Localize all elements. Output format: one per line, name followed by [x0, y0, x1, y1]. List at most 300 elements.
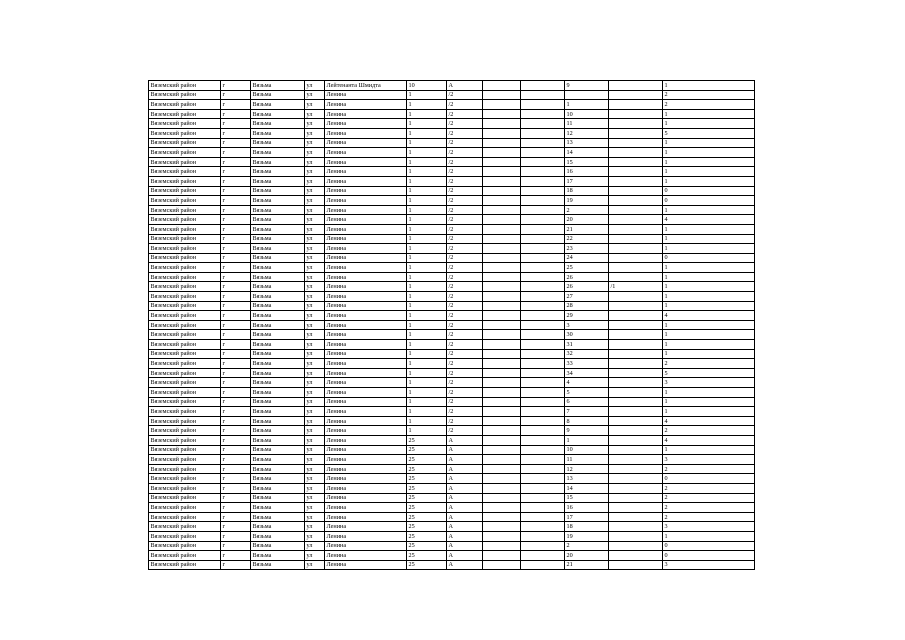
locality-type-cell: г [221, 340, 251, 350]
apartment-suffix-cell [609, 244, 663, 254]
apartment-suffix-cell [609, 474, 663, 484]
street-cell: Ленина [325, 397, 407, 407]
apartment-suffix-cell [609, 81, 663, 91]
count-cell: 1 [663, 176, 755, 186]
street-type-cell: ул [305, 340, 325, 350]
house-number-cell: 1 [407, 215, 447, 225]
apartment-cell: 11 [565, 455, 609, 465]
structure-cell [521, 215, 565, 225]
apartment-suffix-cell [609, 119, 663, 129]
house-number-cell: 1 [407, 157, 447, 167]
street-cell: Лейтенанта Шмидта [325, 81, 407, 91]
apartment-cell: 11 [565, 119, 609, 129]
apartment-suffix-cell [609, 551, 663, 561]
street-type-cell: ул [305, 148, 325, 158]
district-cell: Вяземский район [149, 359, 221, 369]
house-suffix-cell: /2 [447, 100, 483, 110]
apartment-cell: 22 [565, 234, 609, 244]
apartment-cell: 14 [565, 483, 609, 493]
locality-cell: Вязьма [251, 483, 305, 493]
count-cell: 1 [663, 224, 755, 234]
house-number-cell: 1 [407, 253, 447, 263]
street-type-cell: ул [305, 512, 325, 522]
house-suffix-cell: /2 [447, 90, 483, 100]
street-type-cell: ул [305, 215, 325, 225]
locality-cell: Вязьма [251, 435, 305, 445]
house-suffix-cell: /2 [447, 340, 483, 350]
district-cell: Вяземский район [149, 157, 221, 167]
building-cell [483, 311, 521, 321]
street-type-cell: ул [305, 167, 325, 177]
house-suffix-cell: /2 [447, 186, 483, 196]
table-row [149, 359, 755, 369]
locality-type-cell: г [221, 416, 251, 426]
table-row [149, 253, 755, 263]
building-cell [483, 397, 521, 407]
structure-cell [521, 186, 565, 196]
house-suffix-cell: /2 [447, 292, 483, 302]
structure-cell [521, 560, 565, 570]
apartment-cell: 16 [565, 503, 609, 513]
locality-cell: Вязьма [251, 368, 305, 378]
structure-cell [521, 551, 565, 561]
structure-cell [521, 272, 565, 282]
locality-cell: Вязьма [251, 196, 305, 206]
apartment-cell: 25 [565, 263, 609, 273]
street-type-cell: ул [305, 445, 325, 455]
table-row [149, 340, 755, 350]
count-cell: 5 [663, 368, 755, 378]
street-cell: Ленина [325, 416, 407, 426]
street-type-cell: ул [305, 128, 325, 138]
district-cell: Вяземский район [149, 522, 221, 532]
district-cell: Вяземский район [149, 368, 221, 378]
house-suffix-cell: /2 [447, 368, 483, 378]
house-number-cell: 1 [407, 128, 447, 138]
apartment-cell: 16 [565, 167, 609, 177]
district-cell: Вяземский район [149, 378, 221, 388]
building-cell [483, 215, 521, 225]
locality-cell: Вязьма [251, 205, 305, 215]
house-number-cell: 1 [407, 167, 447, 177]
apartment-suffix-cell [609, 435, 663, 445]
building-cell [483, 320, 521, 330]
apartment-suffix-cell [609, 541, 663, 551]
street-cell: Ленина [325, 100, 407, 110]
locality-type-cell: г [221, 522, 251, 532]
street-cell: Ленина [325, 435, 407, 445]
street-type-cell: ул [305, 541, 325, 551]
apartment-cell: 26 [565, 282, 609, 292]
table-row [149, 541, 755, 551]
house-suffix-cell: /2 [447, 311, 483, 321]
district-cell: Вяземский район [149, 81, 221, 91]
count-cell: 1 [663, 320, 755, 330]
building-cell [483, 167, 521, 177]
table-row [149, 531, 755, 541]
locality-cell: Вязьма [251, 234, 305, 244]
house-suffix-cell: А [447, 541, 483, 551]
house-number-cell: 25 [407, 541, 447, 551]
street-type-cell: ул [305, 119, 325, 129]
district-cell: Вяземский район [149, 531, 221, 541]
locality-type-cell: г [221, 378, 251, 388]
street-type-cell: ул [305, 388, 325, 398]
structure-cell [521, 282, 565, 292]
count-cell: 0 [663, 551, 755, 561]
apartment-suffix-cell [609, 176, 663, 186]
locality-type-cell: г [221, 551, 251, 561]
structure-cell [521, 196, 565, 206]
district-cell: Вяземский район [149, 493, 221, 503]
apartment-suffix-cell [609, 272, 663, 282]
street-type-cell: ул [305, 244, 325, 254]
apartment-suffix-cell [609, 512, 663, 522]
house-number-cell: 25 [407, 531, 447, 541]
district-cell: Вяземский район [149, 340, 221, 350]
building-cell [483, 109, 521, 119]
apartment-suffix-cell [609, 157, 663, 167]
district-cell: Вяземский район [149, 196, 221, 206]
count-cell: 3 [663, 522, 755, 532]
count-cell: 1 [663, 138, 755, 148]
district-cell: Вяземский район [149, 541, 221, 551]
structure-cell [521, 119, 565, 129]
house-number-cell: 1 [407, 388, 447, 398]
apartment-cell: 4 [565, 378, 609, 388]
building-cell [483, 157, 521, 167]
street-type-cell: ул [305, 330, 325, 340]
street-cell: Ленина [325, 196, 407, 206]
building-cell [483, 349, 521, 359]
street-type-cell: ул [305, 368, 325, 378]
street-type-cell: ул [305, 109, 325, 119]
count-cell: 2 [663, 503, 755, 513]
district-cell: Вяземский район [149, 551, 221, 561]
locality-type-cell: г [221, 119, 251, 129]
street-type-cell: ул [305, 397, 325, 407]
count-cell: 4 [663, 416, 755, 426]
street-cell: Ленина [325, 551, 407, 561]
house-suffix-cell: /2 [447, 215, 483, 225]
house-suffix-cell: /2 [447, 119, 483, 129]
house-number-cell: 1 [407, 196, 447, 206]
count-cell: 4 [663, 215, 755, 225]
apartment-cell: 1 [565, 100, 609, 110]
apartment-cell: 14 [565, 148, 609, 158]
house-number-cell: 25 [407, 464, 447, 474]
locality-cell: Вязьма [251, 340, 305, 350]
street-cell: Ленина [325, 407, 407, 417]
locality-cell: Вязьма [251, 263, 305, 273]
locality-type-cell: г [221, 560, 251, 570]
locality-type-cell: г [221, 244, 251, 254]
street-type-cell: ул [305, 282, 325, 292]
structure-cell [521, 407, 565, 417]
street-type-cell: ул [305, 186, 325, 196]
table-row [149, 119, 755, 129]
house-number-cell: 1 [407, 205, 447, 215]
locality-cell: Вязьма [251, 119, 305, 129]
structure-cell [521, 176, 565, 186]
apartment-suffix-cell [609, 253, 663, 263]
house-number-cell: 1 [407, 109, 447, 119]
apartment-suffix-cell [609, 215, 663, 225]
building-cell [483, 81, 521, 91]
locality-cell: Вязьма [251, 128, 305, 138]
house-suffix-cell: /2 [447, 407, 483, 417]
locality-cell: Вязьма [251, 215, 305, 225]
district-cell: Вяземский район [149, 109, 221, 119]
house-suffix-cell: А [447, 435, 483, 445]
apartment-cell: 30 [565, 330, 609, 340]
locality-cell: Вязьма [251, 148, 305, 158]
district-cell: Вяземский район [149, 320, 221, 330]
count-cell: 1 [663, 531, 755, 541]
building-cell [483, 435, 521, 445]
apartment-cell: 19 [565, 531, 609, 541]
locality-type-cell: г [221, 263, 251, 273]
district-cell: Вяземский район [149, 244, 221, 254]
table-row [149, 455, 755, 465]
count-cell: 1 [663, 272, 755, 282]
apartment-suffix-cell [609, 445, 663, 455]
structure-cell [521, 340, 565, 350]
house-suffix-cell: /2 [447, 301, 483, 311]
locality-cell: Вязьма [251, 311, 305, 321]
street-cell: Ленина [325, 234, 407, 244]
apartment-suffix-cell [609, 359, 663, 369]
house-suffix-cell: А [447, 474, 483, 484]
structure-cell [521, 455, 565, 465]
table-row [149, 167, 755, 177]
locality-type-cell: г [221, 81, 251, 91]
apartment-suffix-cell [609, 455, 663, 465]
house-number-cell: 25 [407, 435, 447, 445]
count-cell: 2 [663, 512, 755, 522]
count-cell: 1 [663, 407, 755, 417]
district-cell: Вяземский район [149, 416, 221, 426]
street-cell: Ленина [325, 263, 407, 273]
table-row [149, 301, 755, 311]
apartment-cell: 2 [565, 541, 609, 551]
locality-type-cell: г [221, 253, 251, 263]
apartment-cell: 1 [565, 435, 609, 445]
count-cell: 1 [663, 445, 755, 455]
apartment-cell: 13 [565, 138, 609, 148]
house-number-cell: 1 [407, 292, 447, 302]
apartment-cell: 5 [565, 388, 609, 398]
structure-cell [521, 253, 565, 263]
house-number-cell: 25 [407, 493, 447, 503]
building-cell [483, 253, 521, 263]
structure-cell [521, 445, 565, 455]
table-row [149, 330, 755, 340]
locality-cell: Вязьма [251, 378, 305, 388]
house-suffix-cell: А [447, 493, 483, 503]
street-type-cell: ул [305, 205, 325, 215]
house-number-cell: 1 [407, 340, 447, 350]
street-type-cell: ул [305, 378, 325, 388]
apartment-suffix-cell [609, 301, 663, 311]
locality-type-cell: г [221, 388, 251, 398]
apartment-cell: 10 [565, 445, 609, 455]
table-row [149, 445, 755, 455]
building-cell [483, 388, 521, 398]
house-suffix-cell: А [447, 455, 483, 465]
district-cell: Вяземский район [149, 90, 221, 100]
district-cell: Вяземский район [149, 205, 221, 215]
building-cell [483, 407, 521, 417]
street-type-cell: ул [305, 100, 325, 110]
count-cell: 0 [663, 186, 755, 196]
count-cell: 1 [663, 205, 755, 215]
apartment-suffix-cell [609, 464, 663, 474]
structure-cell [521, 128, 565, 138]
house-number-cell: 10 [407, 81, 447, 91]
structure-cell [521, 138, 565, 148]
table-row [149, 378, 755, 388]
building-cell [483, 445, 521, 455]
house-suffix-cell: /2 [447, 176, 483, 186]
district-cell: Вяземский район [149, 282, 221, 292]
district-cell: Вяземский район [149, 253, 221, 263]
district-cell: Вяземский район [149, 483, 221, 493]
street-type-cell: ул [305, 90, 325, 100]
apartment-suffix-cell [609, 378, 663, 388]
street-cell: Ленина [325, 167, 407, 177]
house-number-cell: 1 [407, 359, 447, 369]
building-cell [483, 541, 521, 551]
locality-type-cell: г [221, 512, 251, 522]
district-cell: Вяземский район [149, 455, 221, 465]
building-cell [483, 551, 521, 561]
locality-type-cell: г [221, 186, 251, 196]
building-cell [483, 138, 521, 148]
apartment-cell [565, 90, 609, 100]
district-cell: Вяземский район [149, 301, 221, 311]
street-type-cell: ул [305, 359, 325, 369]
apartment-cell: 17 [565, 512, 609, 522]
apartment-cell: 33 [565, 359, 609, 369]
count-cell: 2 [663, 359, 755, 369]
apartment-cell: 3 [565, 320, 609, 330]
building-cell [483, 128, 521, 138]
locality-type-cell: г [221, 483, 251, 493]
district-cell: Вяземский район [149, 407, 221, 417]
count-cell: 1 [663, 388, 755, 398]
building-cell [483, 483, 521, 493]
apartment-suffix-cell [609, 560, 663, 570]
locality-cell: Вязьма [251, 138, 305, 148]
apartment-cell: 8 [565, 416, 609, 426]
district-cell: Вяземский район [149, 349, 221, 359]
house-suffix-cell: /2 [447, 416, 483, 426]
apartment-cell: 20 [565, 551, 609, 561]
locality-type-cell: г [221, 301, 251, 311]
house-number-cell: 25 [407, 551, 447, 561]
street-type-cell: ул [305, 224, 325, 234]
street-cell: Ленина [325, 109, 407, 119]
apartment-cell: 27 [565, 292, 609, 302]
table-row [149, 349, 755, 359]
count-cell: 1 [663, 282, 755, 292]
locality-type-cell: г [221, 157, 251, 167]
structure-cell [521, 81, 565, 91]
street-type-cell: ул [305, 522, 325, 532]
structure-cell [521, 512, 565, 522]
locality-type-cell: г [221, 493, 251, 503]
house-number-cell: 1 [407, 378, 447, 388]
locality-cell: Вязьма [251, 455, 305, 465]
structure-cell [521, 493, 565, 503]
locality-type-cell: г [221, 138, 251, 148]
district-cell: Вяземский район [149, 445, 221, 455]
street-type-cell: ул [305, 311, 325, 321]
apartment-suffix-cell [609, 397, 663, 407]
locality-cell: Вязьма [251, 359, 305, 369]
building-cell [483, 464, 521, 474]
locality-cell: Вязьма [251, 474, 305, 484]
apartment-suffix-cell [609, 320, 663, 330]
street-type-cell: ул [305, 483, 325, 493]
house-number-cell: 25 [407, 483, 447, 493]
locality-cell: Вязьма [251, 167, 305, 177]
district-cell: Вяземский район [149, 388, 221, 398]
house-suffix-cell: /2 [447, 282, 483, 292]
locality-cell: Вязьма [251, 224, 305, 234]
street-cell: Ленина [325, 359, 407, 369]
district-cell: Вяземский район [149, 474, 221, 484]
structure-cell [521, 397, 565, 407]
district-cell: Вяземский район [149, 503, 221, 513]
structure-cell [521, 349, 565, 359]
house-suffix-cell: /2 [447, 263, 483, 273]
house-suffix-cell: /2 [447, 196, 483, 206]
house-number-cell: 1 [407, 186, 447, 196]
locality-type-cell: г [221, 531, 251, 541]
locality-cell: Вязьма [251, 551, 305, 561]
house-suffix-cell: /2 [447, 378, 483, 388]
district-cell: Вяземский район [149, 119, 221, 129]
house-suffix-cell: /2 [447, 128, 483, 138]
count-cell: 3 [663, 560, 755, 570]
locality-cell: Вязьма [251, 157, 305, 167]
house-suffix-cell: А [447, 560, 483, 570]
apartment-cell: 17 [565, 176, 609, 186]
apartment-suffix-cell [609, 407, 663, 417]
building-cell [483, 474, 521, 484]
street-cell: Ленина [325, 474, 407, 484]
building-cell [483, 272, 521, 282]
structure-cell [521, 378, 565, 388]
house-suffix-cell: А [447, 503, 483, 513]
street-cell: Ленина [325, 330, 407, 340]
house-number-cell: 1 [407, 320, 447, 330]
structure-cell [521, 157, 565, 167]
district-cell: Вяземский район [149, 397, 221, 407]
locality-type-cell: г [221, 455, 251, 465]
locality-type-cell: г [221, 445, 251, 455]
district-cell: Вяземский район [149, 215, 221, 225]
count-cell: 1 [663, 148, 755, 158]
table-row [149, 234, 755, 244]
locality-type-cell: г [221, 311, 251, 321]
locality-type-cell: г [221, 224, 251, 234]
street-cell: Ленина [325, 138, 407, 148]
apartment-cell: 29 [565, 311, 609, 321]
building-cell [483, 148, 521, 158]
